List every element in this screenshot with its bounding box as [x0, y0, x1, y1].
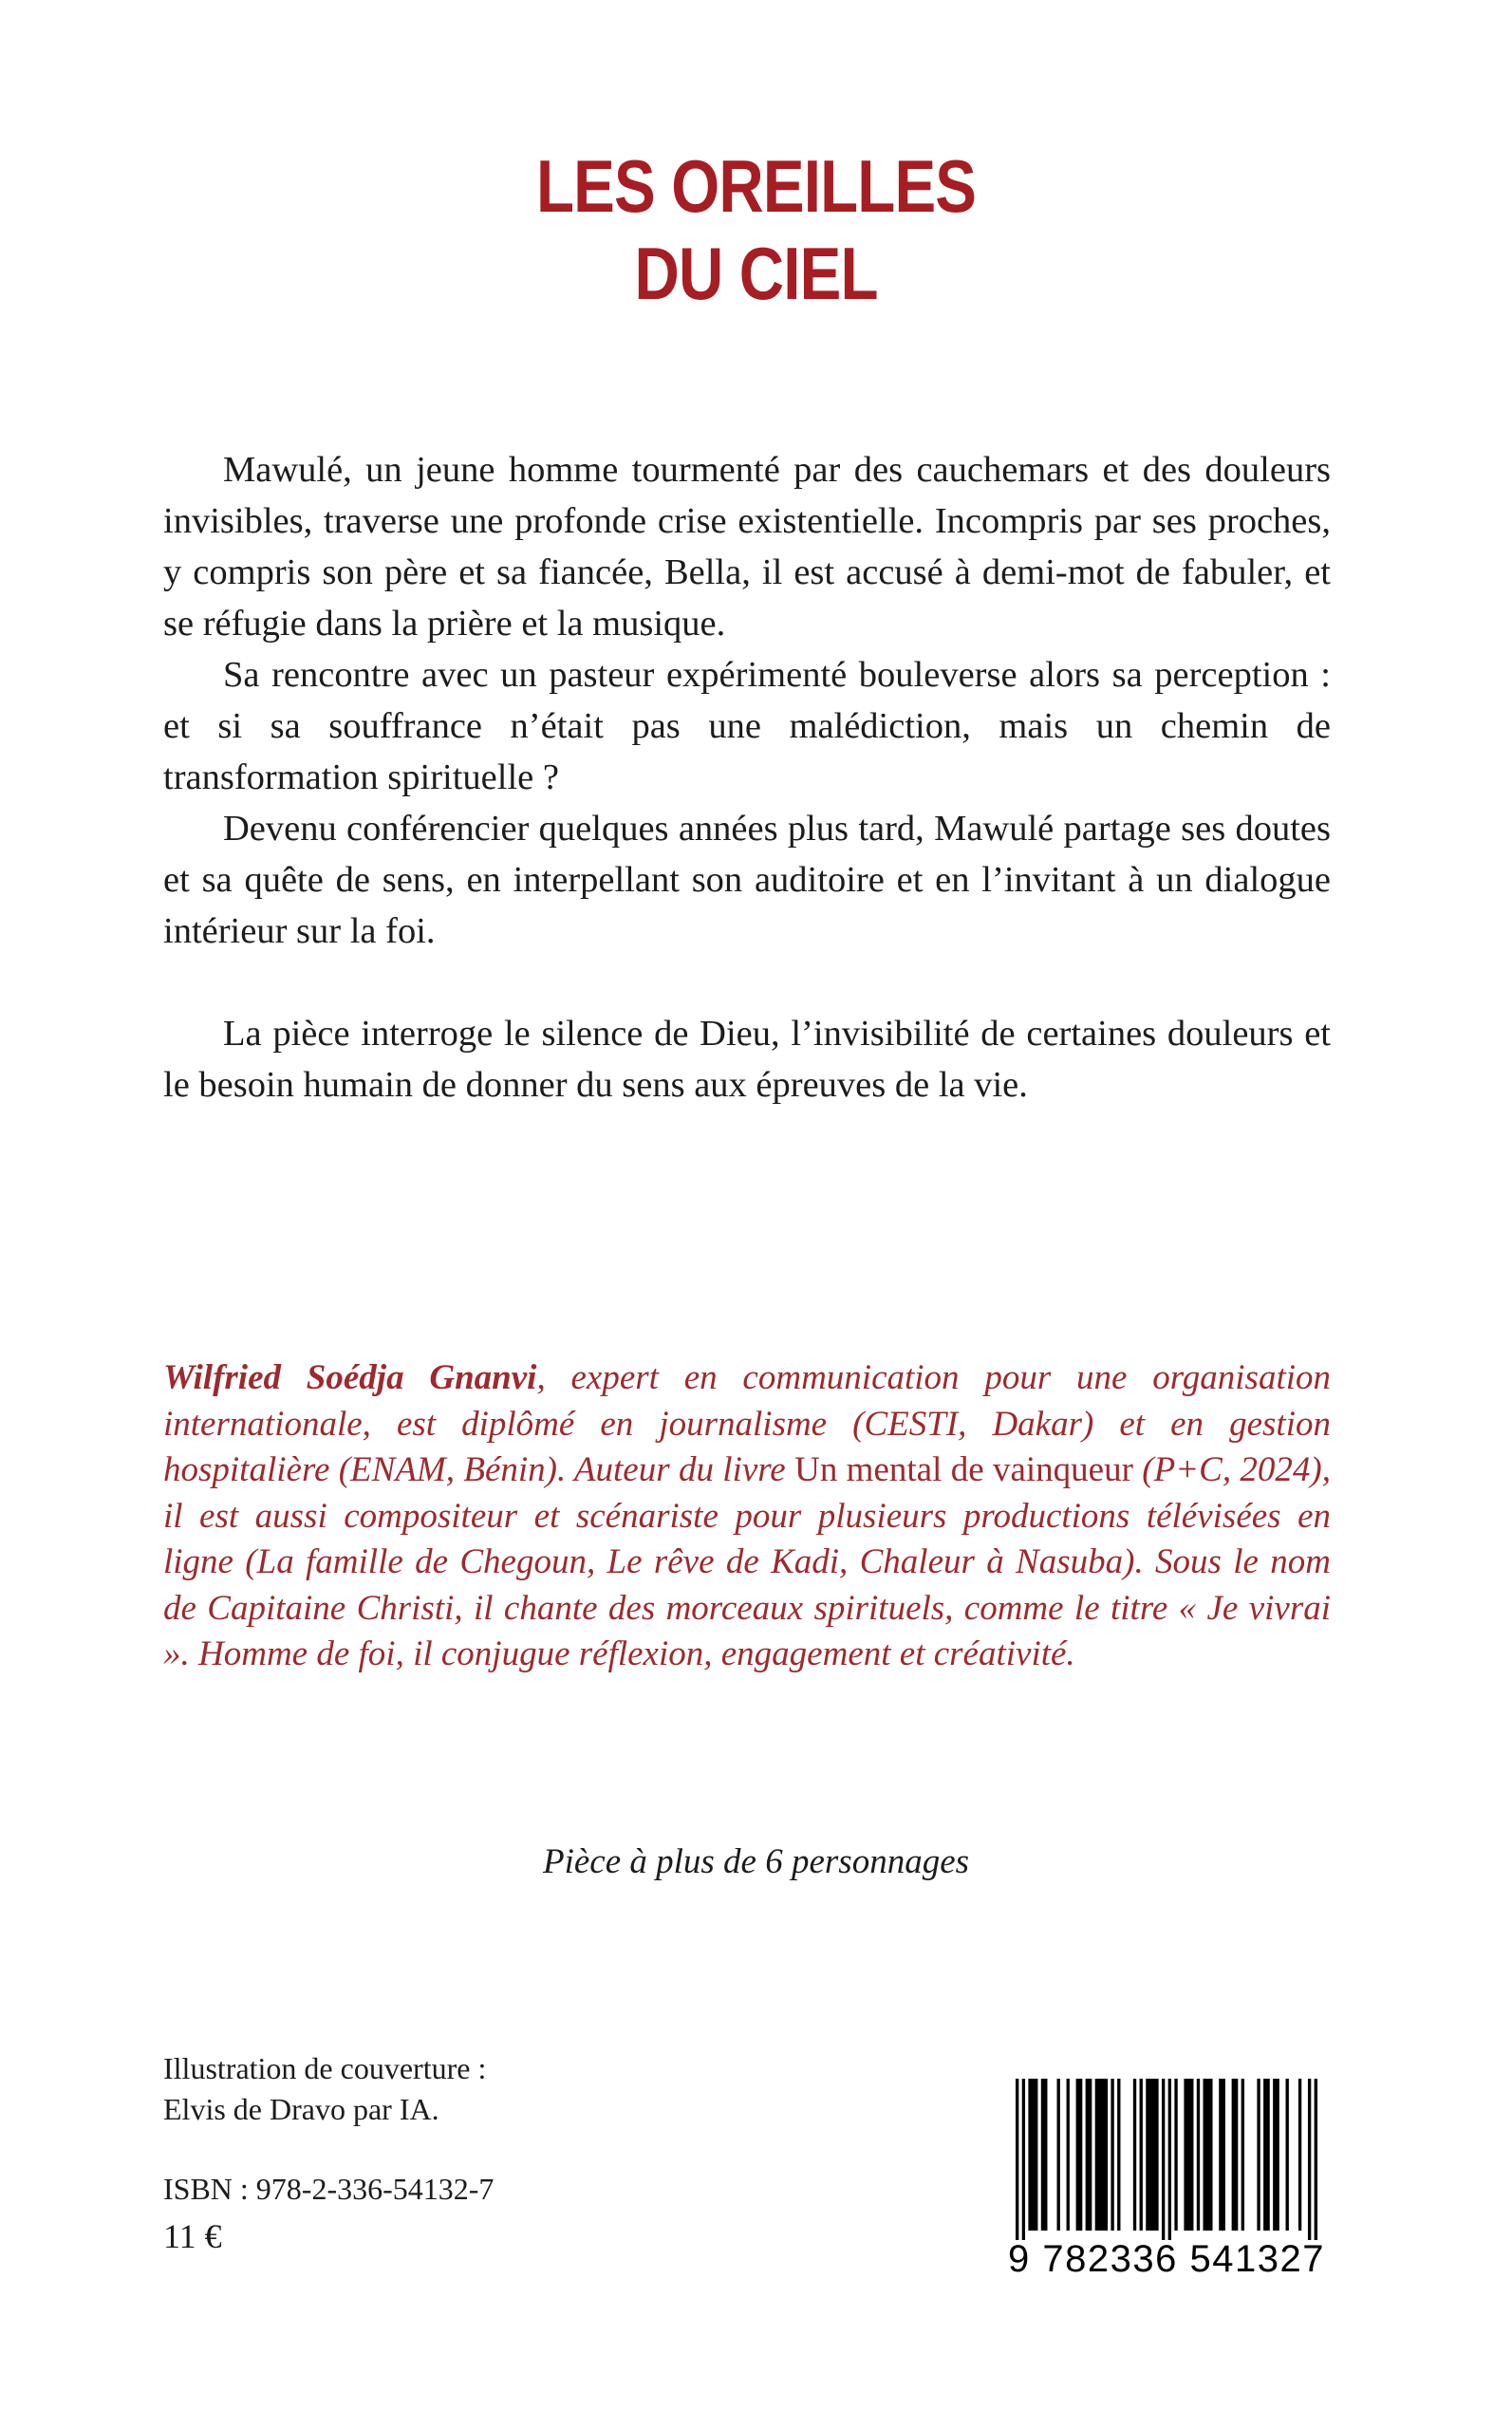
barcode-bar — [1117, 2079, 1120, 2231]
barcode-bar — [1241, 2079, 1244, 2231]
barcode-guard-bar — [1168, 2079, 1171, 2240]
barcode-guard-bar — [1016, 2079, 1018, 2240]
book-summary — [163, 444, 1331, 1111]
cover-credit — [163, 2048, 486, 2130]
barcode-bar — [1184, 2079, 1193, 2231]
author-bio — [163, 1355, 1331, 1678]
barcode-digits: 9 782336 541327 — [1008, 2238, 1325, 2280]
barcode-guard-bar — [1315, 2079, 1317, 2240]
genre-note: Pièce à plus de 6 personnages — [542, 1842, 970, 1881]
barcode-bar — [1133, 2079, 1136, 2231]
barcode-bar — [1197, 2079, 1200, 2231]
barcode-bar — [1095, 2079, 1108, 2231]
summary-paragraph: Sa rencontre avec un pasteur expérimenté bouleverse alors sa perception : et si sa souffrance n’était pas une malédiction, mais un chemin de transformation spirituelle ? — [163, 655, 1331, 797]
barcode-bar — [1298, 2079, 1301, 2231]
barcode-guard-bar — [1308, 2079, 1311, 2240]
barcode-bar — [1041, 2079, 1048, 2231]
barcode-bar — [1174, 2079, 1177, 2231]
summary-paragraph: Devenu conférencier quelques années plus tard, Mawulé partage ses doutes et sa quête de sens, en interpellant son auditoire et en l’invitant à un dialogue intérieur sur la foi. — [163, 809, 1331, 951]
isbn: ISBN : 978-2-336-54132-7 — [163, 2172, 495, 2206]
barcode-bar — [1286, 2079, 1289, 2231]
bio-text: , expert en communication pour une organisation internationale, est diplômé en journalisme (CESTI, Dakar) et en gestion hospitalière (ENAM, Bénin). Auteur du livre — [163, 1358, 1332, 1489]
barcode-bar — [1232, 2079, 1239, 2231]
barcode-bar — [1067, 2079, 1070, 2231]
barcode-bar — [1086, 2079, 1092, 2231]
bio-text: (P+C, 2024), il est aussi compositeur et scénariste pour plusieurs productions télévisées en ligne (La famille de Chegoun, Le rêve de Kadi, Chaleur à Nasuba). Sous le nom de Capitaine Christi, il chante des morceaux spirituels, comme le titre « Je vivrai ». Homme de foi, il conjugue réflexion, engagement et créativité. — [163, 1450, 1331, 1673]
barcode-bar — [1057, 2079, 1060, 2231]
barcode-guard-bar — [1022, 2079, 1025, 2240]
author-name: Wilfried Soédja Gnanvi — [163, 1358, 537, 1397]
barcode-bar — [1273, 2079, 1279, 2231]
book-reference: Un mental de vainqueur — [794, 1450, 1133, 1489]
barcode-bar — [1219, 2079, 1225, 2231]
book-title-line-2: DU CIEL — [634, 232, 878, 315]
book-title-line-1: LES OREILLES — [535, 144, 977, 228]
barcode-bar — [1203, 2079, 1212, 2231]
cover-credit-line-1: Illustration de couverture : — [163, 2051, 487, 2085]
barcode-bars — [1016, 2079, 1317, 2240]
barcode-bar — [1111, 2079, 1113, 2231]
barcode-bar — [1257, 2079, 1260, 2231]
barcode-bar — [1140, 2079, 1143, 2231]
cover-credit-line-2: Elvis de Dravo par IA. — [163, 2092, 439, 2126]
barcode-guard-bar — [1162, 2079, 1165, 2240]
summary-paragraph: Mawulé, un jeune homme tourmenté par des cauchemars et des douleurs invisibles, traverse une profonde crise existentielle. Incompris par ses proches, y compris son père et sa fiancée, Bella, il est accusé à demi-mot de fabuler, et se réfugie dans la prière et la musique. — [163, 450, 1331, 644]
book-title — [121, 142, 1391, 317]
summary-paragraph: La pièce interroge le silence de Dieu, l’invisibilité de certaines douleurs et le besoin humain de donner du sens aux épreuves de la vie. — [163, 1014, 1331, 1105]
isbn-barcode — [995, 2069, 1338, 2288]
price: 11 € — [163, 2217, 222, 2255]
barcode-bar — [1028, 2079, 1037, 2231]
barcode-bar — [1146, 2079, 1158, 2231]
barcode-bar — [1076, 2079, 1083, 2231]
barcode-bar — [1263, 2079, 1270, 2231]
